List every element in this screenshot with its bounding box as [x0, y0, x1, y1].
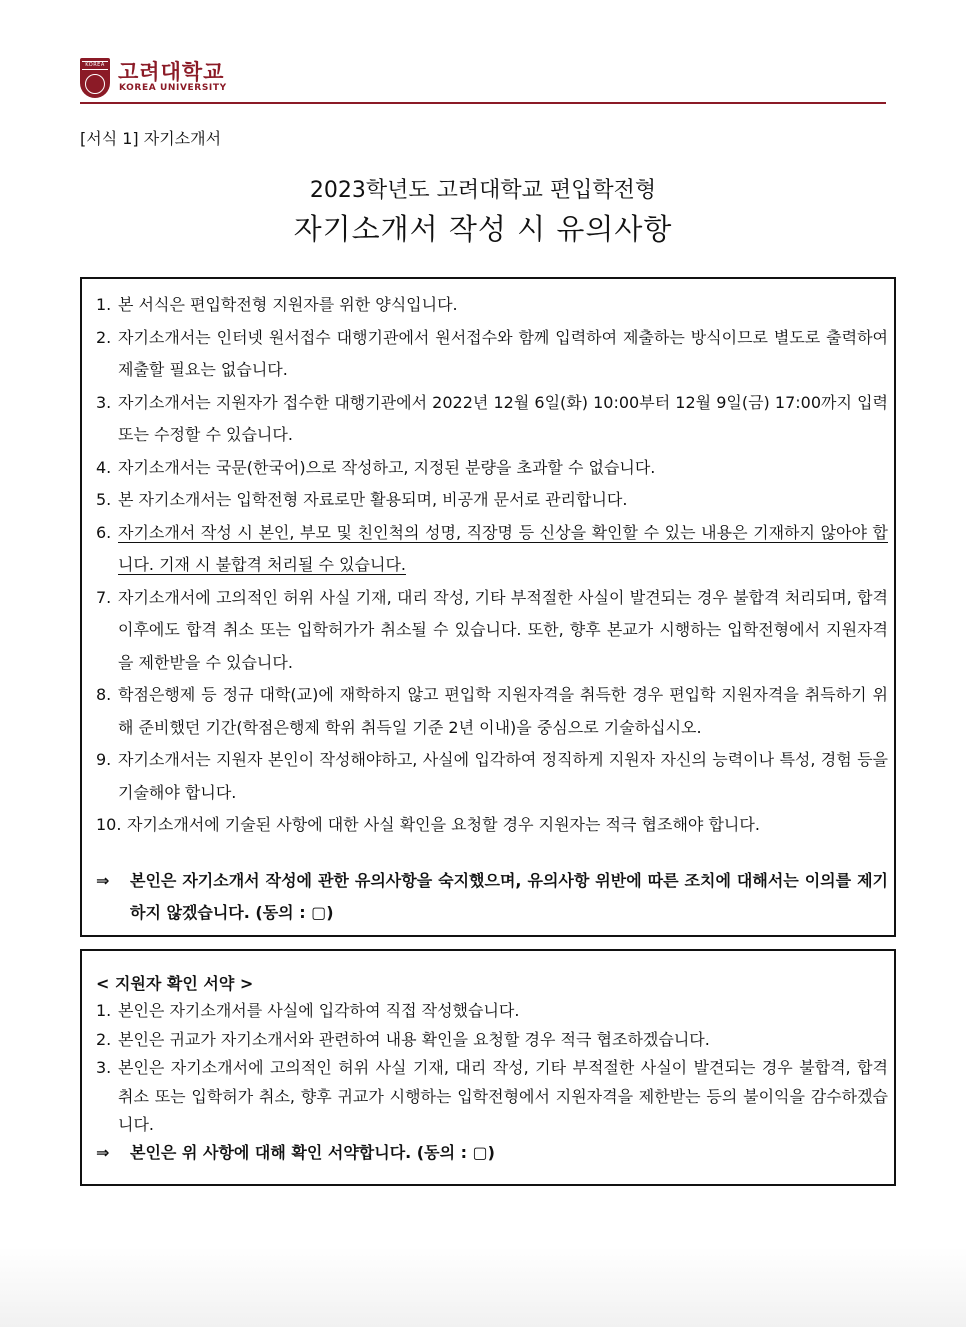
pledge-number: 1.	[96, 1001, 112, 1020]
arrow-right-icon: ⇒	[96, 1143, 110, 1162]
notes-box	[80, 277, 896, 937]
note-number: 10.	[96, 815, 122, 834]
note-number: 5.	[96, 490, 112, 509]
pledge-item-1	[96, 997, 888, 1026]
note-item-8	[96, 679, 888, 744]
seal-text: KOREA	[82, 61, 108, 70]
note-item-2	[96, 322, 888, 387]
note-number: 4.	[96, 457, 112, 477]
note-number: 9.	[96, 750, 112, 769]
logo-korean: 고려대학교	[118, 60, 225, 84]
university-seal-icon	[80, 58, 110, 98]
note-number: 2.	[96, 327, 112, 347]
pledge-consent-text: 본인은 위 사항에 대해 확인 서약합니다. (동의 : ▢)	[130, 1143, 495, 1162]
note-text: 자기소개서는 지원자 본인이 작성해야하고, 사실에 입각하여 정직하게 지원자 자신의 능력이나 특성, 경험 등을 기술해야 합니다.	[118, 750, 888, 802]
note-text: 자기소개서는 지원자가 접수한 대행기관에서 2022년 12월 6일(화) 10:00부터 12월 9일(금) 17:00까지 입력 또는 수정할 수 있습니다.	[118, 392, 888, 444]
pledge-box	[80, 949, 896, 1186]
arrow-right-icon: ⇒	[96, 871, 110, 890]
note-item-1	[96, 289, 888, 322]
note-item-7	[96, 582, 888, 680]
note-item-4	[96, 452, 888, 485]
note-item-3	[96, 387, 888, 452]
pledge-number: 2.	[96, 1029, 112, 1049]
note-text: 학점은행제 등 정규 대학(교)에 재학하지 않고 편입학 지원자격을 취득한 경우 편입학 지원자격을 취득하기 위해 준비했던 기간(학점은행제 학위 취득일 기준 2년 이내)을 중심으로 기술하십시오.	[118, 685, 888, 737]
note-text: 자기소개서에 기술된 사항에 대한 사실 확인을 요청할 경우 지원자는 적극 협조해야 합니다.	[127, 815, 760, 834]
note-item-10	[96, 809, 888, 842]
notes-consent-statement	[96, 865, 888, 929]
note-text: 자기소개서는 인터넷 원서접수 대행기관에서 원서접수와 함께 입력하여 제출하는 방식이므로 별도로 출력하여 제출할 필요는 없습니다.	[118, 327, 888, 379]
pledge-text: 본인은 자기소개서에 고의적인 허위 사실 기재, 대리 작성, 기타 부적절한 사실이 발견되는 경우 불합격, 합격 취소 또는 입학허가 취소, 향후 귀교가 시행하는 입학전형에서 지원자격을 제한받는 등의 불이익을 감수하겠습니다.	[118, 1058, 888, 1134]
note-number: 7.	[96, 587, 112, 607]
note-text: 자기소개서는 국문(한국어)으로 작성하고, 지정된 분량을 초과할 수 없습니다.	[118, 457, 656, 477]
pledge-number: 3.	[96, 1058, 112, 1077]
notes-list	[96, 289, 888, 842]
note-text: 본 서식은 편입학전형 지원자를 위한 양식입니다.	[118, 295, 458, 314]
note-item-5	[96, 484, 888, 517]
note-number: 1.	[96, 295, 112, 314]
note-text: 자기소개서에 고의적인 허위 사실 기재, 대리 작성, 기타 부적절한 사실이 발견되는 경우 불합격 처리되며, 합격 이후에도 합격 취소 또는 입학허가가 취소될 수 있습니다. 또한, 향후 본교가 시행하는 입학전형에서 지원자격을 제한받을 수 있습니다.	[118, 587, 888, 672]
note-number: 3.	[96, 392, 112, 412]
header-divider	[80, 102, 886, 104]
document-title-line2: 자기소개서 작성 시 유의사항	[293, 212, 673, 246]
note-number: 8.	[96, 685, 112, 704]
pledge-text: 본인은 귀교가 자기소개서와 관련하여 내용 확인을 요청할 경우 적극 협조하겠습니다.	[118, 1029, 710, 1049]
document-title-line1: 2023학년도 고려대학교 편입학전형	[309, 178, 657, 203]
form-label: [서식 1] 자기소개서	[80, 129, 222, 148]
note-item-6	[96, 517, 888, 582]
note-text: 본 자기소개서는 입학전형 자료로만 활용되며, 비공개 문서로 관리합니다.	[118, 490, 628, 509]
page-header	[80, 56, 886, 104]
logo-english: KOREA UNIVERSITY	[119, 83, 227, 93]
note-text-underlined: 자기소개서 작성 시 본인, 부모 및 친인척의 성명, 직장명 등 신상을 확인할 수 있는 내용은 기재하지 않아야 합니다. 기재 시 불합격 처리될 수 있습니다.	[118, 522, 888, 574]
pledge-item-2	[96, 1026, 888, 1055]
page-bottom-shadow	[0, 1247, 966, 1327]
pledge-heading: < 지원자 확인 서약 >	[96, 974, 254, 993]
note-item-9	[96, 744, 888, 809]
seal-crest-icon	[85, 74, 105, 94]
pledge-item-3	[96, 1054, 888, 1140]
pledge-consent-statement	[96, 1139, 495, 1167]
note-number: 6.	[96, 522, 112, 542]
pledge-text: 본인은 자기소개서를 사실에 입각하여 직접 작성했습니다.	[118, 1001, 520, 1020]
consent-text: 본인은 자기소개서 작성에 관한 유의사항을 숙지했으며, 유의사항 위반에 따른 조치에 대해서는 이의를 제기하지 않겠습니다. (동의 : ▢)	[130, 871, 888, 922]
pledge-list	[96, 997, 888, 1140]
